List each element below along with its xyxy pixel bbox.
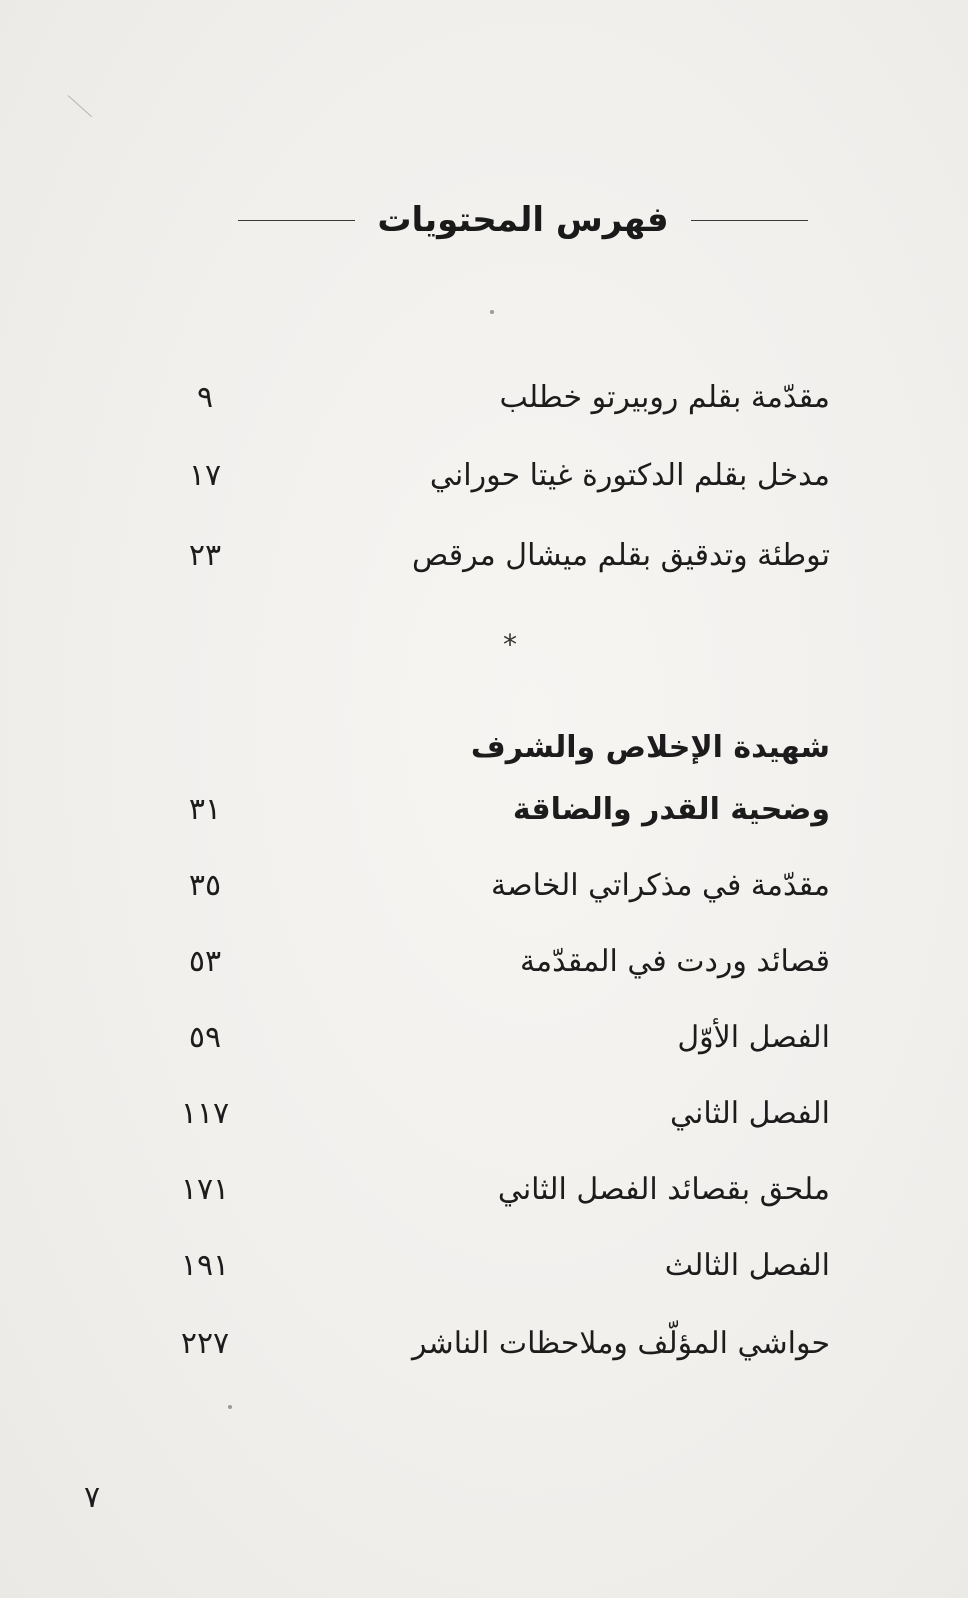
toc-entry-page: ١٧١ — [180, 1171, 230, 1207]
title-rule-left — [238, 220, 355, 221]
toc-entry-page: ٥٩ — [188, 1019, 222, 1055]
toc-entry-label: توطئة وتدقيق بقلم ميشال مرقص — [412, 537, 830, 573]
toc-entry-label: حواشي المؤلّف وملاحظات الناشر — [412, 1325, 830, 1361]
toc-entry-label: وضحية القدر والضاقة — [512, 791, 830, 827]
toc-entry — [170, 860, 830, 910]
toc-entry — [170, 1088, 830, 1138]
section-heading-row — [170, 722, 830, 772]
toc-entry-page: ٥٣ — [188, 943, 222, 979]
toc-entry — [170, 784, 830, 834]
toc-entry — [170, 1240, 830, 1290]
toc-entry-label: الفصل الثالث — [664, 1247, 830, 1283]
toc-entry-page: ١٧ — [188, 457, 222, 493]
toc-entry — [170, 1164, 830, 1214]
toc-entry-page: ٢٣ — [188, 537, 222, 573]
toc-entry-page: ٢٢٧ — [180, 1325, 230, 1361]
paper-speck — [490, 310, 494, 314]
toc-entry — [170, 530, 830, 580]
toc-title-block — [238, 190, 808, 250]
toc-entry — [170, 1318, 830, 1368]
toc-entry-label: ملحق بقصائد الفصل الثاني — [497, 1171, 830, 1207]
toc-entry-label: قصائد وردت في المقدّمة — [519, 943, 830, 979]
toc-entry-page: ١٩١ — [180, 1247, 230, 1283]
toc-entry — [170, 936, 830, 986]
toc-entry-page: ٣١ — [188, 791, 222, 827]
toc-entry-page: ٣٥ — [188, 867, 222, 903]
toc-entry-label: مقدّمة في مذكراتي الخاصة — [491, 867, 830, 903]
toc-entry — [170, 450, 830, 500]
section-separator: * — [503, 628, 517, 661]
paper-scratch — [68, 95, 92, 117]
toc-title: فهرس المحتويات — [377, 200, 669, 240]
section-heading: شهيدة الإخلاص والشرف — [470, 729, 830, 765]
paper-speck — [228, 1405, 232, 1409]
toc-entry-label: الفصل الأوّل — [677, 1019, 830, 1055]
title-rule-right — [691, 220, 808, 221]
toc-entry-label: الفصل الثاني — [670, 1095, 830, 1131]
toc-entry-page: ١١٧ — [180, 1095, 230, 1131]
toc-entry — [170, 1012, 830, 1062]
toc-entry-page: ٩ — [196, 379, 214, 415]
toc-entry-label: مدخل بقلم الدكتورة غيتا حوراني — [429, 457, 830, 493]
toc-entry-label: مقدّمة بقلم روبيرتو خطلب — [499, 379, 830, 415]
page-number: ٧ — [83, 1480, 101, 1515]
toc-entry — [170, 372, 830, 422]
